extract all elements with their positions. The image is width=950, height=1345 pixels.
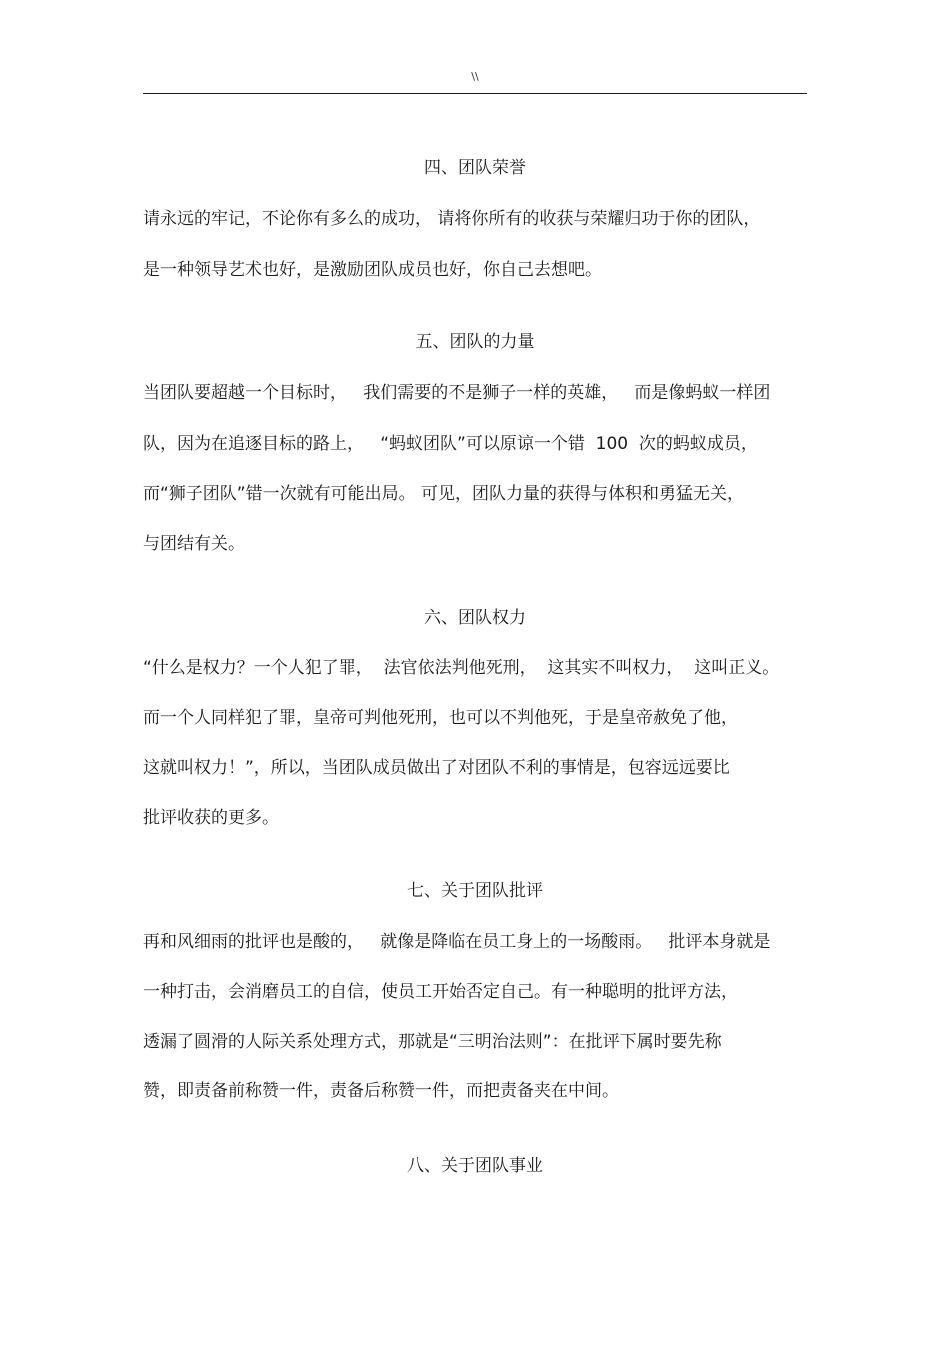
paragraph-line: 与团结有关。 (143, 534, 245, 554)
paragraph-line: 赞，即责备前称赞一件，责备后称赞一件，而把责备夹在中间。 (143, 1081, 619, 1101)
section-heading: 八、关于团队事业 (407, 1156, 543, 1176)
paragraph-line: 批评收获的更多。 (143, 808, 279, 828)
paragraph-line: 这就叫权力！”，所以，当团队成员做出了对团队不利的事情是，包容远远要比 (143, 758, 730, 778)
paragraph-line: 当团队要超越一个目标时， 我们需要的不是狮子一样的英雄， 而是像蚂蚁一样团 (143, 383, 771, 403)
section-heading: 六、团队权力 (424, 608, 526, 628)
paragraph-line: 是一种领导艺术也好，是激励团队成员也好，你自己去想吧。 (143, 260, 602, 280)
paragraph-line: 请永远的牢记，不论你有多么的成功， 请将你所有的收获与荣耀归功于你的团队， (143, 209, 761, 229)
paragraph-line: 透漏了圆滑的人际关系处理方式，那就是“三明治法则”：在批评下属时要先称 (143, 1032, 722, 1052)
paragraph-line: “什么是权力？一个人犯了罪， 法官依法判他死刑， 这其实不叫权力， 这叫正义。 (143, 658, 780, 678)
paragraph-line: 而“狮子团队”错一次就有可能出局。 可见，团队力量的获得与体积和勇猛无关， (143, 484, 745, 504)
paragraph-line: 队，因为在追逐目标的路上， “蚂蚁团队”可以原谅一个错 100 次的蚂蚁成员， (143, 434, 758, 454)
section-heading: 五、团队的力量 (415, 332, 535, 352)
paragraph-line: 而一个人同样犯了罪，皇帝可判他死刑，也可以不判他死，于是皇帝赦免了他， (143, 708, 738, 728)
section-heading: 四、团队荣誉 (424, 158, 526, 178)
header-mark: \\ (471, 70, 479, 83)
paragraph-line: 再和风细雨的批评也是酸的， 就像是降临在员工身上的一场酸雨。 批评本身就是 (143, 932, 771, 952)
section-heading: 七、关于团队批评 (407, 881, 543, 901)
page-header (143, 68, 807, 94)
paragraph-line: 一种打击，会消磨员工的自信，使员工开始否定自己。有一种聪明的批评方法， (143, 982, 738, 1002)
